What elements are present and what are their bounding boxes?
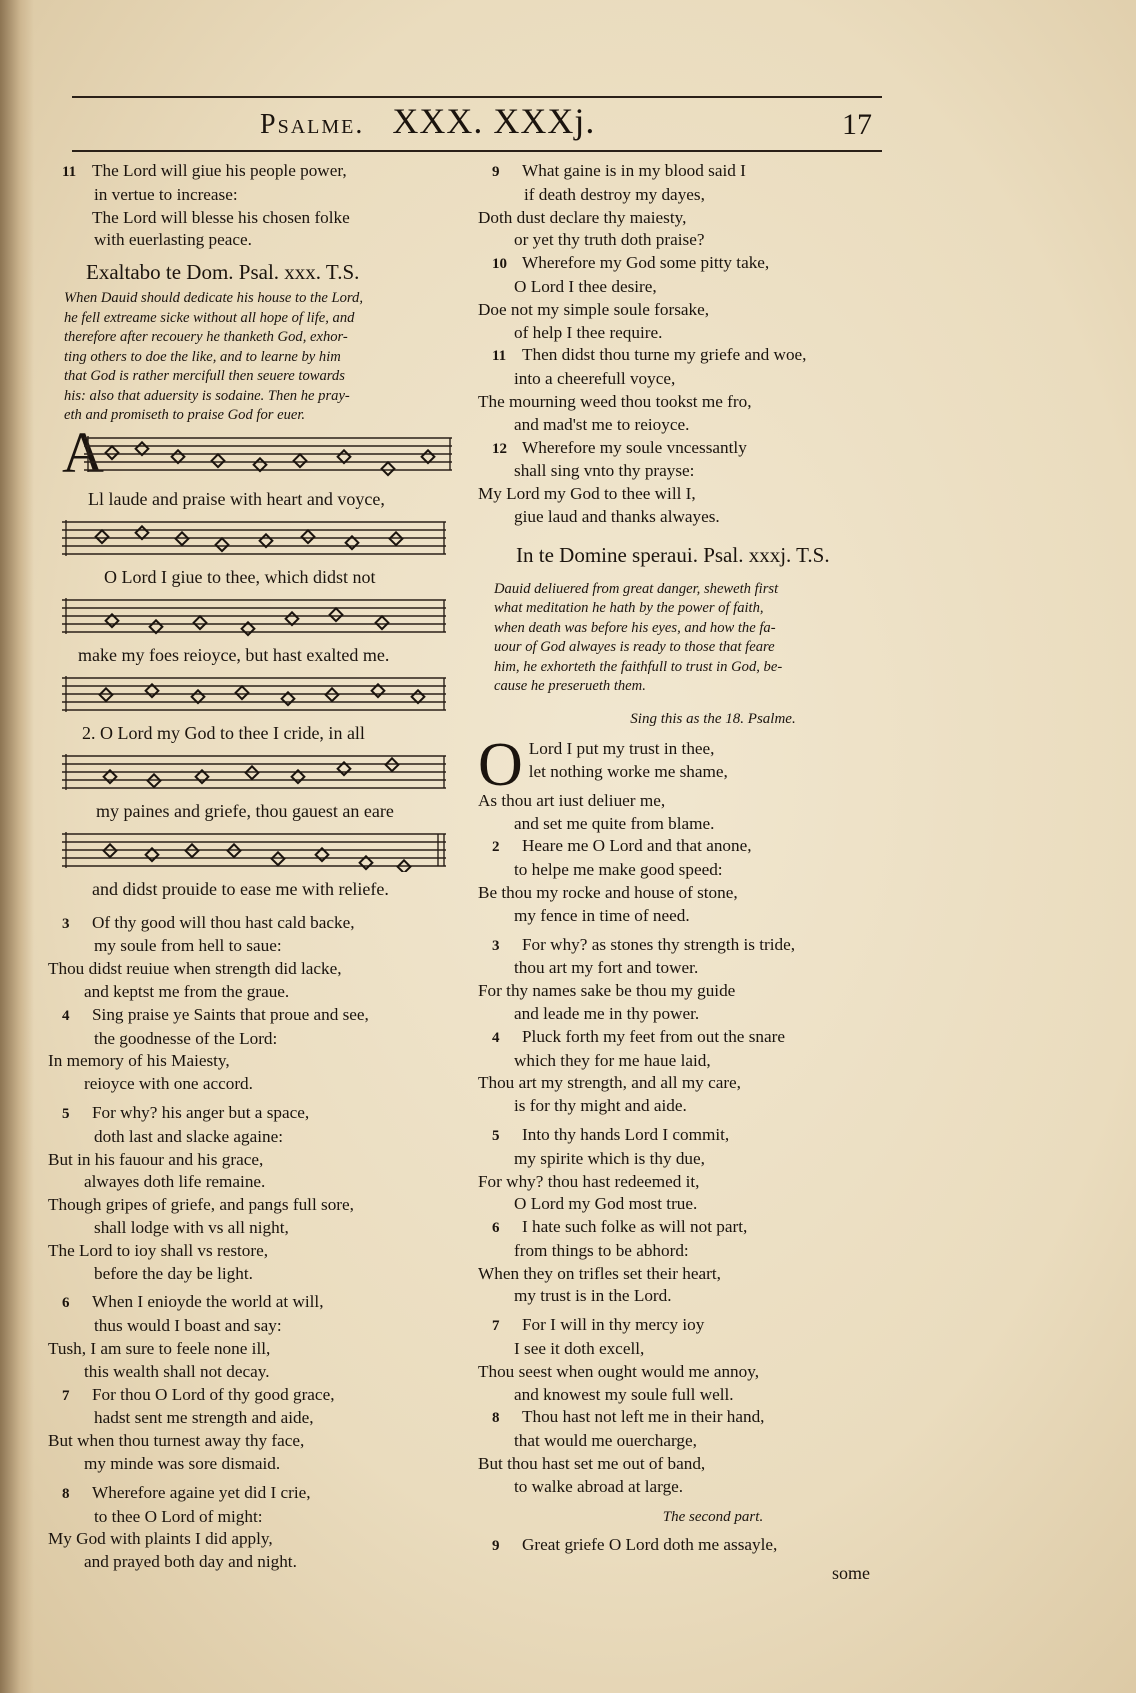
drop-cap-initial: O bbox=[478, 730, 523, 799]
music-staff bbox=[48, 750, 458, 794]
verse-block: O Lord I put my trust in thee, let nothing worke me shame, As thou art iust deliuer me, and set me quite from blame. bbox=[478, 730, 728, 833]
music-staff bbox=[48, 672, 458, 716]
staff-lines-2 bbox=[48, 516, 448, 560]
verse-block: 3 For why? as stones thy strength is tride, thou art my fort and tower. For thy names sake be thou my guide and leade me in thy power. bbox=[478, 934, 796, 1023]
header-rule-bottom bbox=[72, 150, 882, 152]
catchword: some bbox=[832, 1563, 870, 1583]
music-staff bbox=[48, 594, 458, 638]
lyric-line: make my foes reioyce, but hast exalted me. bbox=[78, 644, 390, 665]
staff-lines-6 bbox=[48, 828, 448, 872]
header-rule-top bbox=[72, 96, 882, 98]
lyric-line: 2. O Lord my God to thee I cride, in all bbox=[82, 722, 365, 743]
verse-block: 9 What gaine is in my blood said I if death destroy my dayes, Doth dust declare thy maiesty, or yet thy truth doth praise? bbox=[478, 161, 746, 250]
psalm-argument: Dauid deliuered from great danger, sheweth first what meditation he hath by the power of faith, when death was before his eyes, and how the fa- uour of God alwayes is ready to those that feare him, he exhorteth the faithfull to trust in God, be- cause he preserueth them. bbox=[494, 580, 783, 695]
running-head bbox=[260, 100, 680, 146]
section-heading: The second part. bbox=[662, 1508, 764, 1525]
verse-block: 11 The Lord will giue his people power, in vertue to increase: The Lord will blesse his chosen folke with euerlasting peace. bbox=[62, 161, 350, 250]
running-head-label: Psalme. bbox=[260, 109, 365, 140]
verse-block: 10 Wherefore my God some pitty take, O Lord I thee desire, Doe not my simple soule forsake, of help I thee require. bbox=[478, 253, 770, 342]
verse-block: 12 Wherefore my soule vncessantly shall sing vnto thy prayse: My Lord my God to thee will I, giue laud and thanks alwayes. bbox=[478, 437, 747, 526]
tune-direction: Sing this as the 18. Psalme. bbox=[630, 710, 796, 727]
staff-lines-4 bbox=[48, 672, 448, 716]
music-notation bbox=[48, 419, 458, 902]
lyric-line: my paines and griefe, thou gauest an eare bbox=[96, 800, 394, 821]
staff-lines-3 bbox=[48, 594, 448, 638]
psalm-title: In te Domine speraui. Psal. xxxj. T.S. bbox=[516, 542, 830, 567]
verse-block: 11 Then didst thou turne my griefe and woe, into a cheerefull voyce, The mourning weed thou tookst me fro, and mad'st me to reioyce. bbox=[478, 345, 807, 434]
left-column bbox=[48, 160, 458, 1574]
lyric-line: and didst prouide to ease me with reliefe. bbox=[92, 878, 389, 899]
music-staff bbox=[48, 828, 458, 872]
verse-block: 3 Of thy good will thou hast cald backe, my soule from hell to saue: Thou didst reuiue when strength did lacke, and keptst me from the graue. bbox=[48, 912, 355, 1002]
lyric-line: Ll laude and praise with heart and voyce, bbox=[88, 488, 385, 509]
verse-block: 4 Pluck forth my feet from out the snare which they for me haue laid, Thou art my strength, and all my care, is for thy might and aide. bbox=[478, 1026, 785, 1116]
verse-block: 8 Wherefore againe yet did I crie, to thee O Lord of might: My God with plaints I did apply, and prayed both day and night. bbox=[48, 1482, 311, 1572]
music-staff bbox=[62, 419, 458, 485]
right-column bbox=[478, 160, 888, 1557]
lyric-line: O Lord I giue to thee, which didst not bbox=[104, 566, 376, 587]
verse-block: 9 Great griefe O Lord doth me assayle, bbox=[492, 1534, 778, 1554]
running-head-numbers: XXX. XXXj. bbox=[392, 101, 596, 141]
verse-block: 5 Into thy hands Lord I commit, my spirite which is thy due, For why? thou hast redeemed it, O Lord my God most true. bbox=[478, 1124, 730, 1214]
verse-block: 6 I hate such folke as will not part, from things to be abhord: When they on trifles set their heart, my trust is in the Lord. bbox=[478, 1217, 748, 1306]
folio-number: 17 bbox=[842, 108, 872, 141]
staff-lines-1 bbox=[84, 430, 454, 482]
drop-cap-initial: A bbox=[62, 419, 104, 485]
staff-lines-5 bbox=[48, 750, 448, 794]
music-staff bbox=[48, 516, 458, 560]
psalm-argument: When Dauid should dedicate his house to the Lord, he fell extreame sicke without all hope of life, and therefore after recouery he thanketh God, exhor- ting others to doe the like, and to learne by him that God is rather mercifull then seuere towards his: also that aduersity is sodaine. Then he pray- eth and promiseth to praise God for euer. bbox=[64, 290, 364, 424]
verse-block: 8 Thou hast not left me in their hand, that would me ouercharge, But thou hast set me out of band, to walke abroad at large. bbox=[478, 1407, 765, 1496]
verse-block: 5 For why? his anger but a space, doth last and slacke againe: But in his fauour and his grace, alwayes doth life remaine. Though gripes of griefe, and pangs full sore, shall lodge with vs all night, The Lord to ioy shall vs restore, before the day be light. bbox=[48, 1103, 354, 1283]
psalm-title: Exaltabo te Dom. Psal. xxx. T.S. bbox=[86, 260, 360, 285]
verse-block: 2 Heare me O Lord and that anone, to helpe me make good speed: Be thou my rocke and house of stone, my fence in time of need. bbox=[478, 836, 752, 925]
verse-block: 7 For I will in thy mercy ioy I see it doth excell, Thou seest when ought would me annoy, and knowest my soule full well. bbox=[478, 1315, 759, 1404]
verse-block: 6 When I enioyde the world at will, thus would I boast and say: Tush, I am sure to feele none ill, this wealth shall not decay. bbox=[48, 1292, 324, 1381]
verse-block: 7 For thou O Lord of thy good grace, hadst sent me strength and aide, But when thou turnest away thy face, my minde was sore dismaid. bbox=[48, 1384, 335, 1474]
verse-block: 4 Sing praise ye Saints that proue and see, the goodnesse of the Lord: In memory of his Maiesty, reioyce with one accord. bbox=[48, 1004, 369, 1094]
